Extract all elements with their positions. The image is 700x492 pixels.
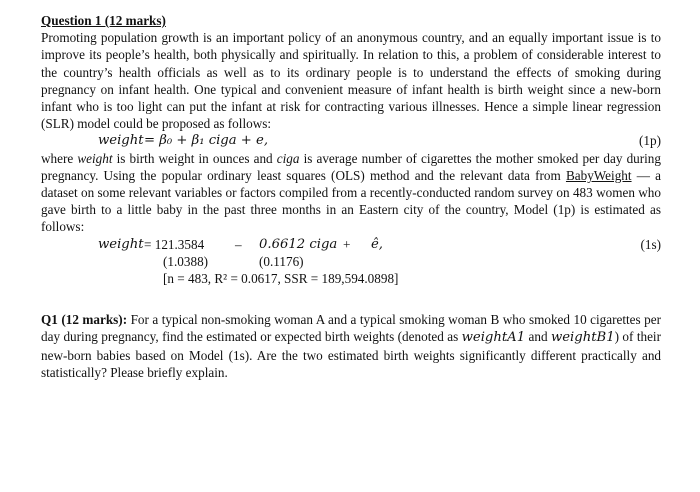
model-tag: (1p) bbox=[639, 133, 661, 149]
weight-a1-symbol: weightA1 bbox=[461, 330, 526, 346]
where-text-4: — a dataset on some relevant variables or factors compiled from a recently-conducted random survey on 483 women who gave birth to a little baby in the past three months in an Eastern city of the country, Model (1p) is estimated as follows: bbox=[41, 167, 662, 235]
estimate-tag: (1s) bbox=[640, 236, 661, 252]
dataset-name: BabyWeight bbox=[565, 167, 632, 183]
model-rhs: = β₀ + β₁ ciga + e, bbox=[144, 133, 269, 149]
se-coef: (0.1176) bbox=[259, 253, 304, 269]
where-weight-var: weight bbox=[77, 150, 113, 166]
estimate-resid: ê, bbox=[371, 236, 383, 252]
model-equation bbox=[41, 132, 661, 149]
question-q1 bbox=[41, 311, 661, 381]
standard-errors bbox=[41, 253, 661, 270]
question-heading: Question 1 (12 marks) bbox=[41, 13, 166, 28]
stats-line: [n = 483, R² = 0.0617, SSR = 189,594.0898] bbox=[163, 271, 399, 286]
estimate-lhs: weight bbox=[98, 236, 144, 252]
where-text-1: where bbox=[41, 150, 78, 166]
estimate-minus: – bbox=[235, 236, 242, 252]
document-page bbox=[41, 12, 661, 381]
intro-paragraph: Promoting population growth is an important policy of an anonymous country, and an equally important issue is to improve its people’s health, both physically and spiritually. In relation to this, a problem of considerable interest to the country’s health officials as well as to its ordinary people is to understand the effects of smoking during pregnancy on infant health. One typical and convenient measure of infant health is birth weight since a new-born infant who is too light can put the infant at risk for contracting various illnesses. Hence a simple linear regression (SLR) model could be proposed as follows: bbox=[41, 30, 661, 132]
se-intercept: (1.0388) bbox=[163, 253, 209, 269]
weight-b1-symbol: weightB1 bbox=[550, 330, 615, 346]
q1-text-2: and bbox=[525, 329, 551, 345]
estimated-equation bbox=[41, 236, 661, 253]
q1-text-3: ) of their new-born babies based on Model (1s). Are the two estimated birth weights significantly different practically and statistically? Please briefly explain. bbox=[41, 329, 661, 380]
estimate-coef: 0.6612 ciga bbox=[259, 236, 338, 252]
model-lhs: weight bbox=[98, 133, 144, 149]
where-paragraph bbox=[41, 150, 661, 236]
where-ciga-var: ciga bbox=[276, 150, 300, 166]
where-text-2: is birth weight in ounces and bbox=[112, 150, 277, 166]
regression-stats bbox=[41, 270, 661, 287]
estimate-intercept: = 121.3584 bbox=[144, 236, 205, 252]
q1-text-1: For a typical non-smoking woman A and a typical smoking woman B who smoked 10 cigarettes per day during pregnancy, find the estimated or expected birth weights (denoted as bbox=[41, 312, 661, 345]
where-text-3: is average number of cigarettes the mother smoked per day during pregnancy. Using the popular ordinary least squares (OLS) method and the relevant data from bbox=[41, 150, 661, 183]
q1-label: Q1 (12 marks): bbox=[41, 312, 128, 328]
estimate-plus: + bbox=[343, 236, 351, 252]
